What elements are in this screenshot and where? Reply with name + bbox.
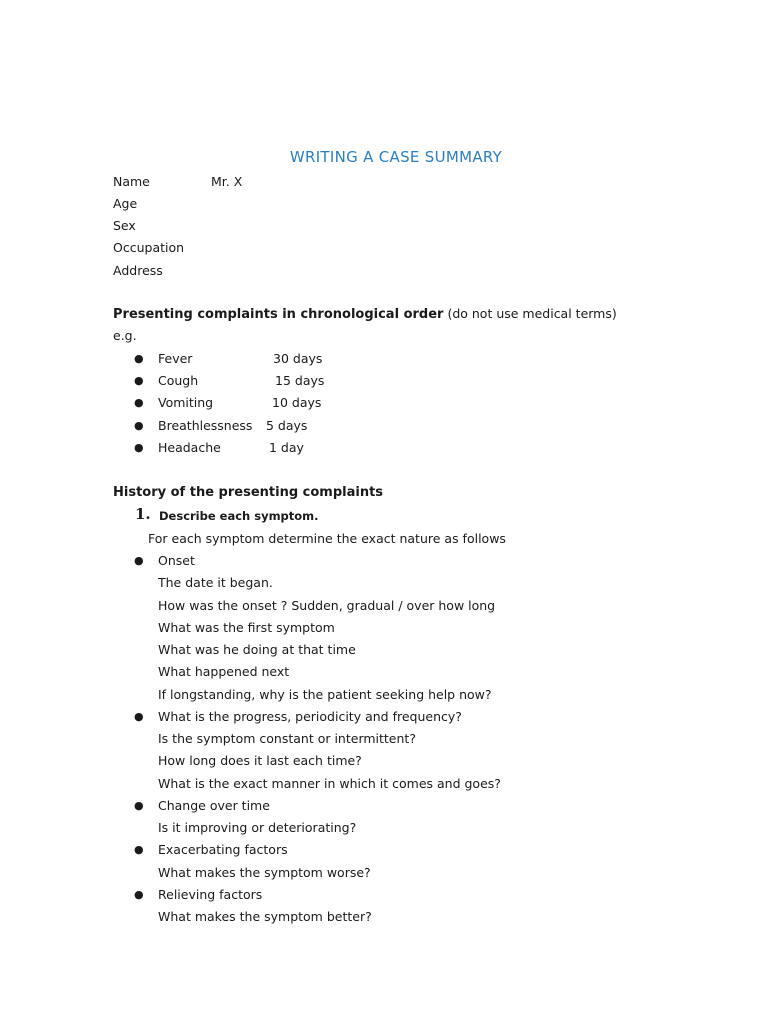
- address-label: Address: [113, 263, 163, 278]
- section-line: What makes the symptom worse?: [158, 865, 371, 880]
- complaint-symptom: Cough: [158, 373, 199, 388]
- section-line: If longstanding, why is the patient seeking help now?: [158, 687, 492, 702]
- section-heading-onset: Onset: [158, 553, 195, 568]
- complaint-duration: 15 days: [275, 373, 325, 388]
- step-number: 1.: [135, 505, 151, 523]
- bullet-icon: ●: [134, 843, 144, 856]
- complaint-symptom: Headache: [158, 440, 221, 455]
- complaint-symptom: Vomiting: [158, 395, 214, 410]
- presenting-note: (do not use medical terms): [447, 306, 617, 321]
- history-intro: For each symptom determine the exact nature as follows: [148, 531, 506, 546]
- name-label: Name: [113, 174, 150, 189]
- section-line: What happened next: [158, 664, 290, 679]
- complaint-symptom: Fever: [158, 351, 193, 366]
- occupation-label: Occupation: [113, 240, 185, 255]
- eg-label: e.g.: [113, 328, 137, 343]
- complaint-duration: 10 days: [272, 395, 322, 410]
- section-line: How was the onset ? Sudden, gradual / over how long: [158, 598, 496, 613]
- section-heading-change: Change over time: [158, 798, 270, 813]
- bullet-icon: ●: [134, 396, 144, 409]
- section-line: Is it improving or deteriorating?: [158, 820, 357, 835]
- section-line: Is the symptom constant or intermittent?: [158, 731, 416, 746]
- complaint-symptom: Breathlessness: [158, 418, 253, 433]
- bullet-icon: ●: [134, 799, 144, 812]
- complaint-duration: 5 days: [266, 418, 308, 433]
- presenting-heading: Presenting complaints in chronological order: [113, 307, 444, 322]
- bullet-icon: ●: [134, 554, 144, 567]
- section-heading-progress: What is the progress, periodicity and frequency?: [158, 709, 462, 724]
- bullet-icon: ●: [134, 888, 144, 901]
- section-heading-relieving: Relieving factors: [158, 887, 263, 902]
- presenting-complaints-line: [113, 306, 617, 322]
- bullet-icon: ●: [134, 374, 144, 387]
- complaint-duration: 1 day: [269, 440, 304, 455]
- sex-label: Sex: [113, 218, 136, 233]
- section-line: What was the first symptom: [158, 620, 335, 635]
- section-line: What is the exact manner in which it comes and goes?: [158, 776, 501, 791]
- section-line: The date it began.: [158, 575, 273, 590]
- section-line: How long does it last each time?: [158, 753, 362, 768]
- name-value: Mr. X: [211, 174, 243, 189]
- history-heading: History of the presenting complaints: [113, 485, 384, 500]
- page-title: WRITING A CASE SUMMARY: [289, 148, 503, 166]
- age-label: Age: [113, 196, 138, 211]
- section-heading-exacerbating: Exacerbating factors: [158, 842, 288, 857]
- section-line: What makes the symptom better?: [158, 909, 372, 924]
- bullet-icon: ●: [134, 710, 144, 723]
- bullet-icon: ●: [134, 352, 144, 365]
- bullet-icon: ●: [134, 419, 144, 432]
- bullet-icon: ●: [134, 441, 144, 454]
- complaint-duration: 30 days: [273, 351, 323, 366]
- step-title: Describe each symptom.: [159, 509, 319, 523]
- section-line: What was he doing at that time: [158, 642, 356, 657]
